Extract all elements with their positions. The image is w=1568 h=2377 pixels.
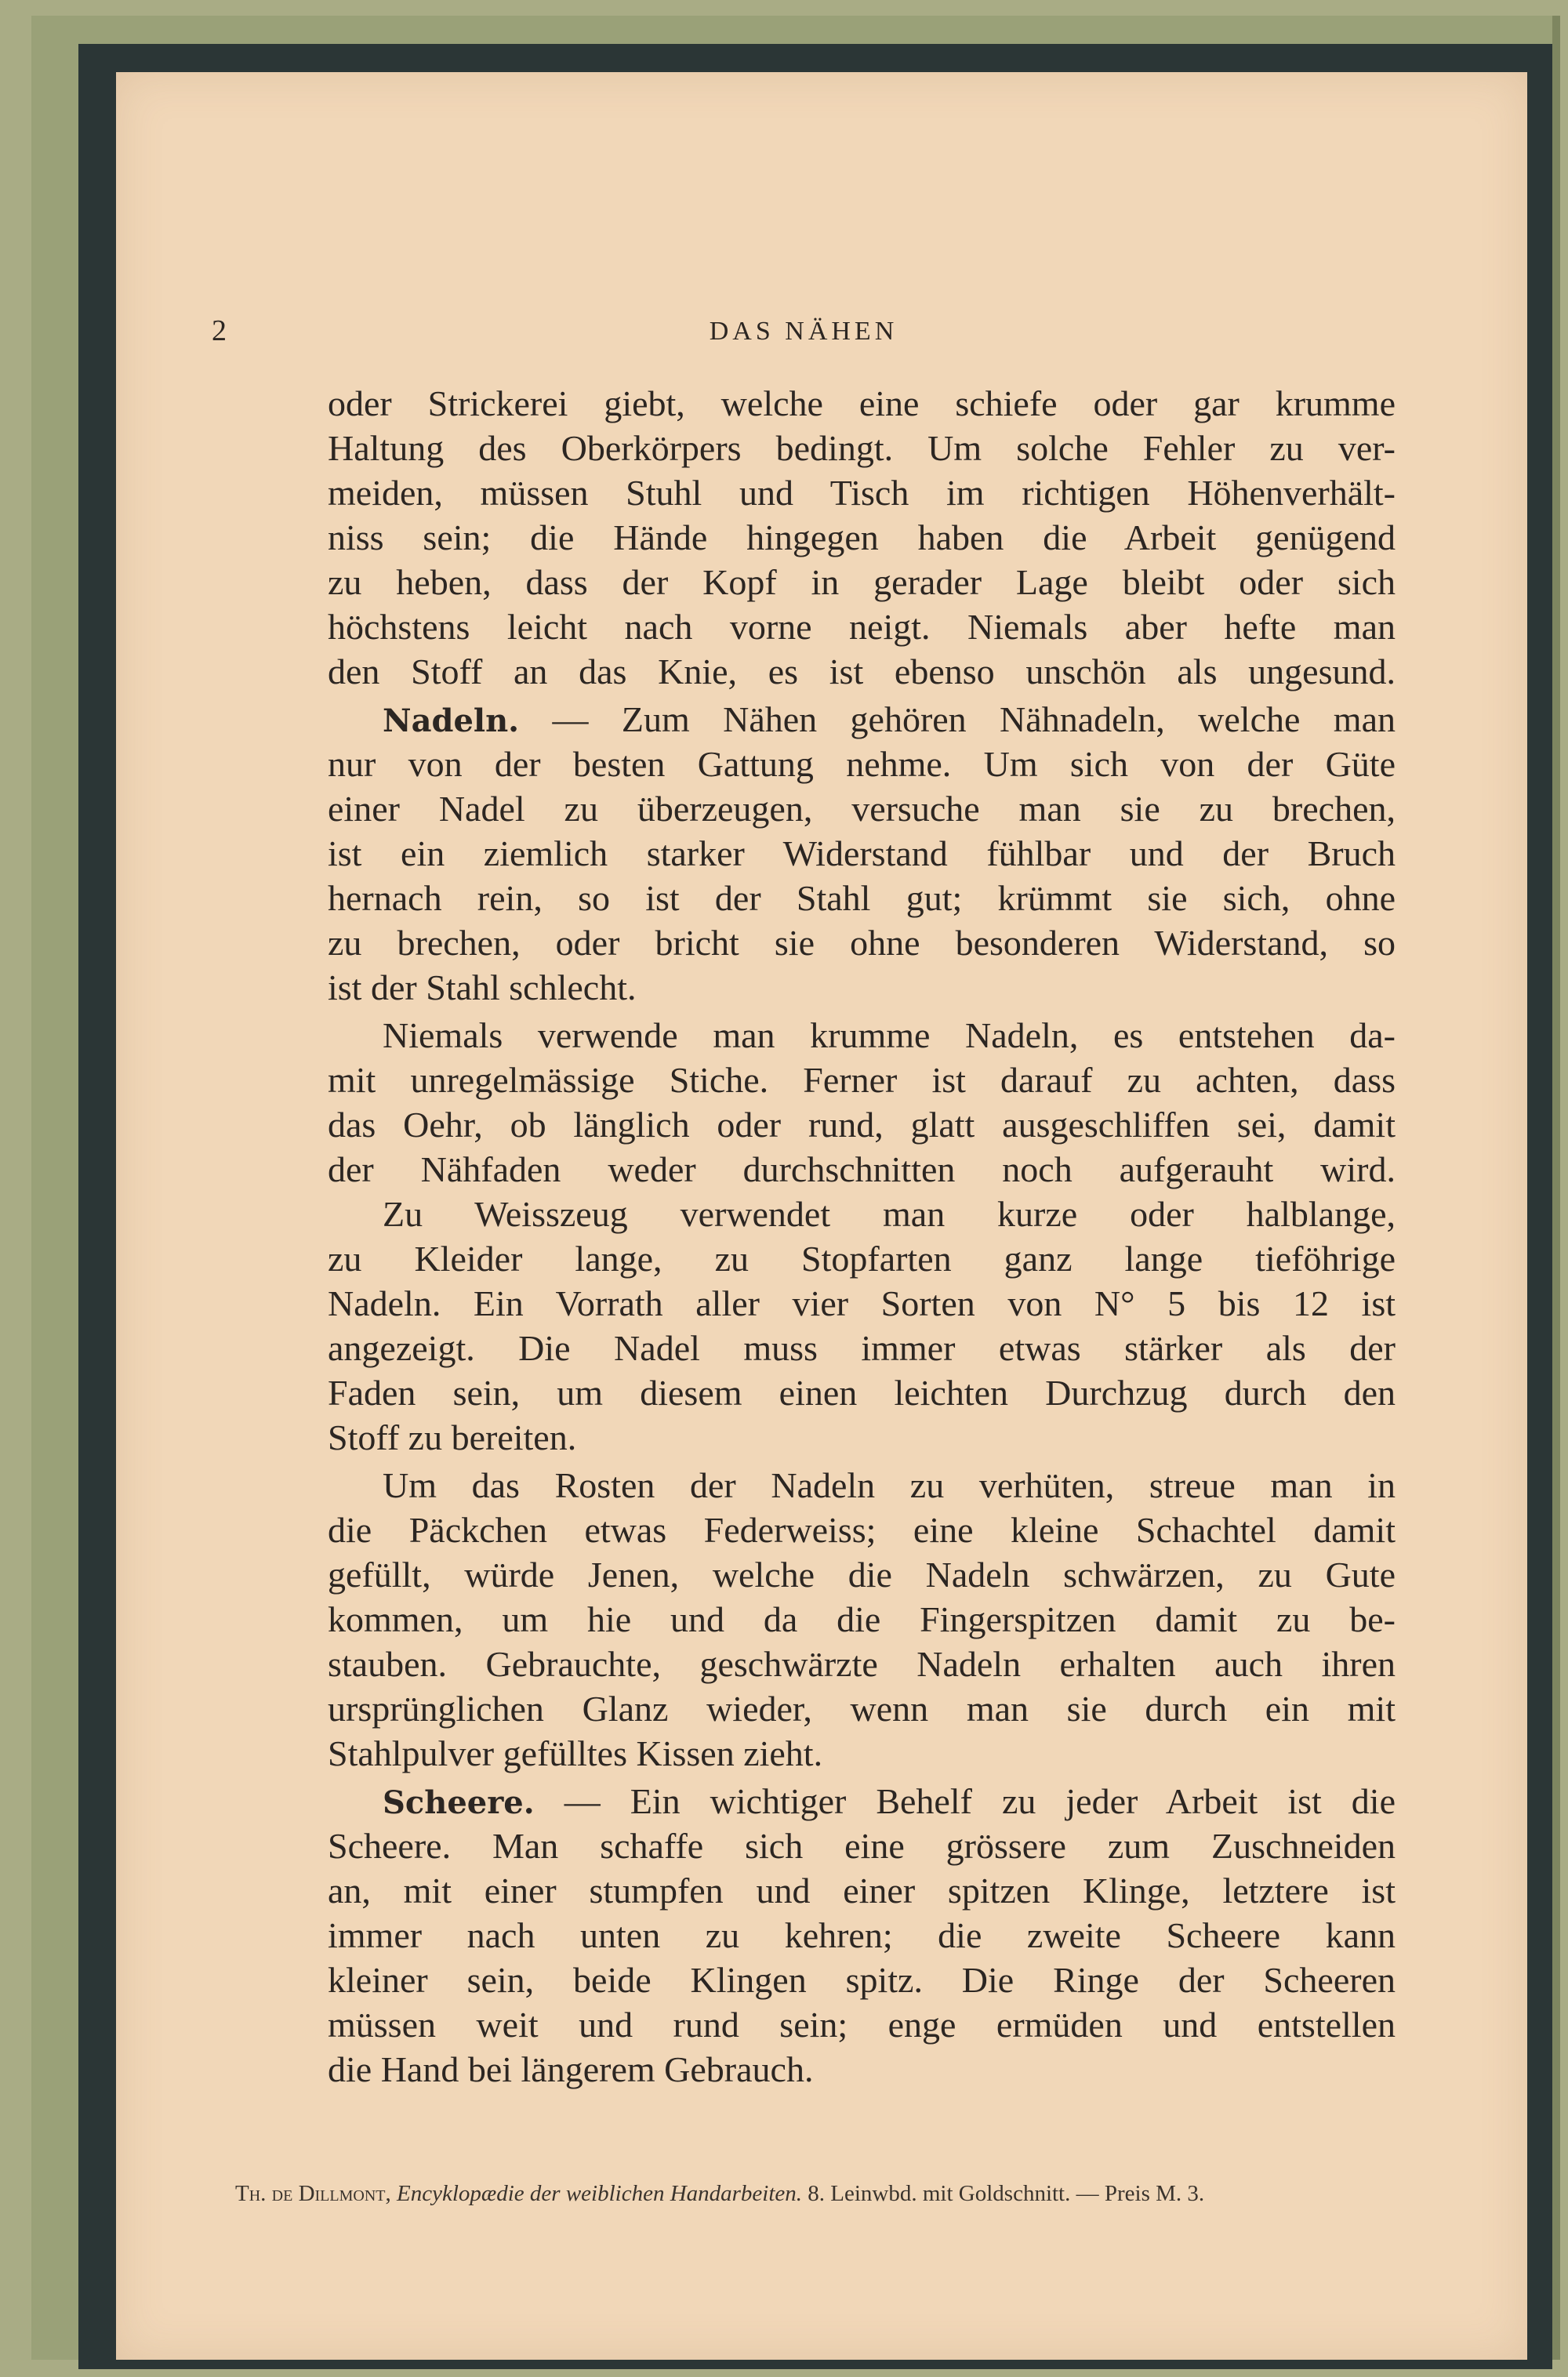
body-text: [328, 381, 1396, 2090]
text-line: an, mit einer stumpfen und einer spitzen Klinge, letztere ist: [328, 1871, 1396, 1911]
text-line: die Päckchen etwas Federweiss; eine kleine Schachtel damit: [328, 1510, 1396, 1550]
section-heading-line-scheere: [328, 1779, 1396, 1824]
text-line: der Nähfaden weder durchschnitten noch aufgerauht wird.: [328, 1149, 1396, 1189]
text-line: das Oehr, ob länglich oder rund, glatt ausgeschliffen sei, damit: [328, 1105, 1396, 1145]
text-line: den Stoff an das Knie, es ist ebenso unschön als ungesund.: [328, 651, 1396, 691]
text-line: niss sein; die Hände hingegen haben die Arbeit genügend: [328, 517, 1396, 557]
text-line: ist der Stahl schlecht.: [328, 967, 637, 1007]
text-line: stauben. Gebrauchte, geschwärzte Nadeln erhalten auch ihren: [328, 1644, 1396, 1684]
text-line: Haltung des Oberkörpers bedingt. Um solche Fehler zu ver-: [328, 428, 1396, 468]
text-line: Faden sein, um diesem einen leichten Durchzug durch den: [328, 1373, 1396, 1413]
text-line: mit unregelmässige Stiche. Ferner ist darauf zu achten, dass: [328, 1060, 1396, 1100]
text-line: meiden, müssen Stuhl und Tisch im richtigen Höhenverhält-: [328, 473, 1396, 513]
text-line: zu brechen, oder bricht sie ohne besonderen Widerstand, so: [328, 923, 1396, 963]
page-number: 2: [212, 314, 230, 347]
section-heading-line-nadeln: [328, 697, 1396, 742]
footer-advertisement: [235, 2181, 1490, 2207]
text-line: Niemals verwende man krumme Nadeln, es entstehen da-: [383, 1015, 1396, 1055]
section-heading-nadeln: Nadeln.: [383, 702, 520, 739]
text-line: höchstens leicht nach vorne neigt. Niemals aber hefte man: [328, 607, 1396, 647]
section-heading-scheere: Scheere.: [383, 1784, 535, 1821]
text-line: ursprünglichen Glanz wieder, wenn man sie durch ein mit: [328, 1689, 1396, 1729]
text-line: Nadeln. Ein Vorrath aller vier Sorten von N° 5 bis 12 ist: [328, 1283, 1396, 1323]
text-line: Stahlpulver gefülltes Kissen zieht.: [328, 1733, 823, 1773]
footer-details: 8. Leinwbd. mit Goldschnitt. — Preis M. 3.: [808, 2181, 1205, 2206]
text-line: — Zum Nähen gehören Nähnadeln, welche man: [552, 699, 1396, 739]
text-line: Zu Weisszeug verwendet man kurze oder halblange,: [383, 1194, 1396, 1234]
footer-book-title: Encyklopædie der weiblichen Handarbeiten.: [397, 2181, 803, 2206]
text-line: kleiner sein, beide Klingen spitz. Die Ringe der Scheeren: [328, 1960, 1396, 2000]
text-line: zu Kleider lange, zu Stopfarten ganz lange tieföhrige: [328, 1239, 1396, 1279]
running-head: [212, 314, 1396, 353]
footer-author: Th. de Dillmont,: [235, 2181, 391, 2206]
text-line: — Ein wichtiger Behelf zu jeder Arbeit ist die: [564, 1781, 1396, 1821]
text-line: Scheere. Man schaffe sich eine grössere zum Zuschneiden: [328, 1826, 1396, 1866]
text-line: Um das Rosten der Nadeln zu verhüten, streue man in: [383, 1465, 1396, 1505]
text-line: immer nach unten zu kehren; die zweite Scheere kann: [328, 1915, 1396, 1955]
chapter-title: DAS NÄHEN: [709, 317, 898, 346]
text-line: hernach rein, so ist der Stahl gut; krümmt sie sich, ohne: [328, 878, 1396, 918]
text-line: einer Nadel zu überzeugen, versuche man sie zu brechen,: [328, 789, 1396, 829]
text-line: nur von der besten Gattung nehme. Um sich von der Güte: [328, 744, 1396, 784]
text-line: angezeigt. Die Nadel muss immer etwas stärker als der: [328, 1328, 1396, 1368]
text-line: Stoff zu bereiten.: [328, 1417, 577, 1457]
text-line: müssen weit und rund sein; enge ermüden und entstellen: [328, 2005, 1396, 2045]
text-line: gefüllt, würde Jenen, welche die Nadeln schwärzen, zu Gute: [328, 1555, 1396, 1595]
text-line: die Hand bei längerem Gebrauch.: [328, 2049, 814, 2089]
text-line: zu heben, dass der Kopf in gerader Lage bleibt oder sich: [328, 562, 1396, 602]
text-line: kommen, um hie und da die Fingerspitzen damit zu be-: [328, 1599, 1396, 1639]
text-line: oder Strickerei giebt, welche eine schiefe oder gar krumme: [328, 383, 1396, 423]
text-line: ist ein ziemlich starker Widerstand fühlbar und der Bruch: [328, 833, 1396, 873]
